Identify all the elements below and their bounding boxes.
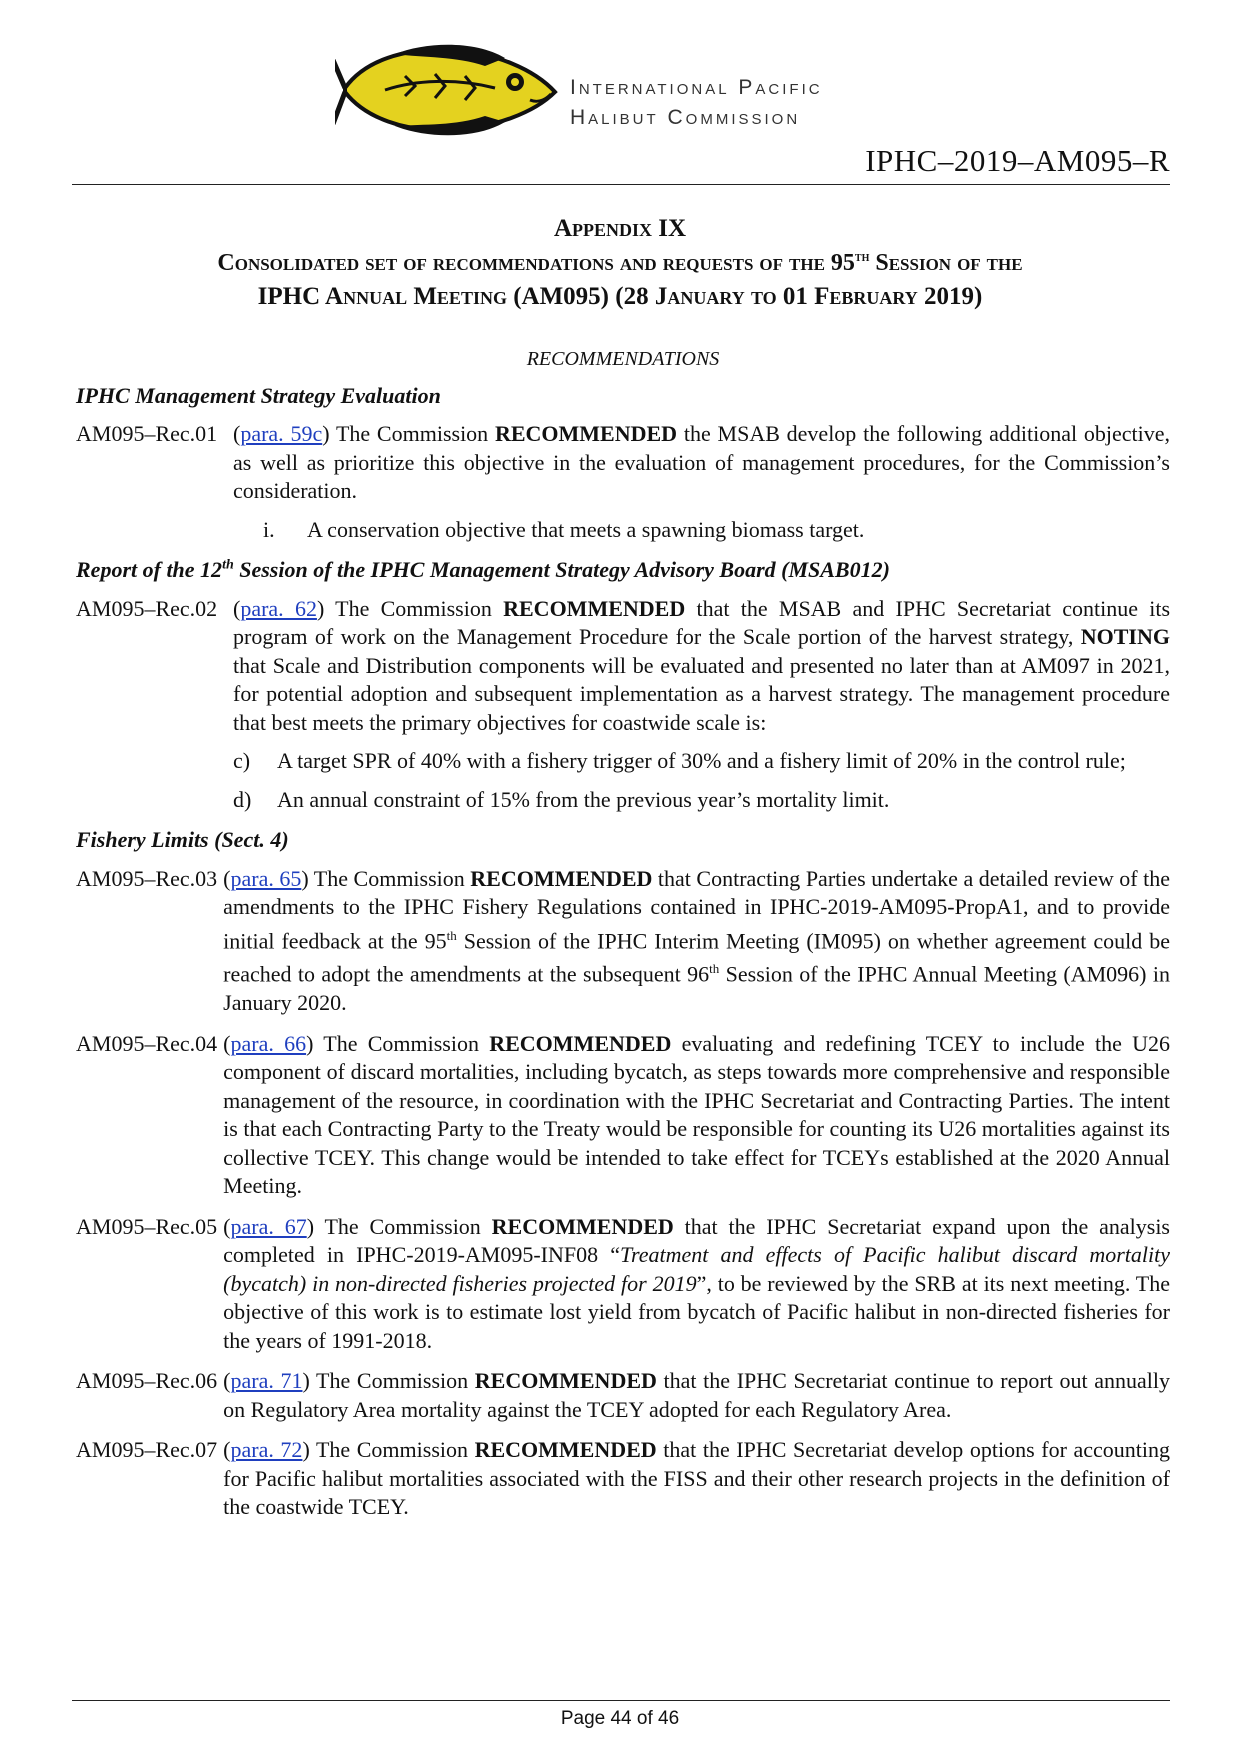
text: The Commission [324,595,504,621]
footer-divider [72,1700,1170,1701]
recommendation-id: AM095–Rec.03 [76,865,218,891]
superscript: th [446,927,457,943]
document-number: IPHC–2019–AM095–R [865,143,1170,178]
recommendation-id: AM095–Rec.05 [76,1213,218,1239]
text: The Commission [308,865,471,891]
appendix-title-line-2: IPHC Annual Meeting (AM095) (28 January to 01 February 2019) [257,283,983,310]
appendix-title-sup: th [854,250,870,265]
recommendation-text: (para. 59c) The Commission RECOMMENDED the MSAB develop the following additional objective, as well as prioritize this objective in the evaluation of management procedures, for the Commission’s consideration. i. A conservation objective that meets a spawning biomass target. [227,420,1170,544]
section-heading-mse: IPHC Management Strategy Evaluation [76,382,441,408]
halibut-logo-icon [335,40,565,140]
recommendation-id: AM095–Rec.01 [76,421,218,446]
sub-item-text: An annual constraint of 15% from the previous year’s mortality limit. [277,786,890,812]
recommendations-heading: RECOMMENDATIONS [526,348,720,370]
sub-item [233,516,1170,545]
para-link[interactable]: para. 59c [240,421,323,446]
text: The Commission [329,421,495,446]
text: The Commission [313,1030,490,1056]
heading-text: Session of the IPHC Management Strategy Advisory Board (MSAB012) [233,557,890,582]
heading-text: Report of the 12 [76,557,223,582]
appendix-title-text-1: Consolidated set of recommendations and requests of the 95 [217,250,855,276]
appendix-title-text-2: Session of the [869,250,1023,276]
bold-text: RECOMMENDED [494,421,678,446]
recommendation-item [76,595,1170,815]
sub-item [233,786,1170,815]
recommendation-item [76,420,1170,544]
bold-text: RECOMMENDED [503,595,686,621]
superscript: th [709,961,720,977]
appendix-label: Appendix IX [553,215,687,242]
recommendation-id: AM095–Rec.07 [76,1437,218,1463]
text: The Commission [314,1213,492,1239]
bold-text: RECOMMENDED [470,865,653,891]
page-number: Page 44 of 46 [560,1708,680,1729]
text: that the IPHC Secretariat develop options for accounting for Pacific halibut mortalities associated with the FISS and their other research projects in the definition of the coastwide TCEY. [223,1437,1171,1520]
recommendation-text: (para. 65) The Commission RECOMMENDED that Contracting Parties undertake a detailed review of the amendments to the IPHC Fishery Regulations contained in IPHC-2019-AM095-PropA1, and to provide initial feedback at the 95th Session of the IPHC Interim Meeting (IM095) on whether agreement could be reached to adopt the amendments at the subsequent 96th Session of the IPHC Annual Meeting (AM096) in January 2020. [223,865,1171,1016]
org-line-1: International Pacific [570,76,823,99]
recommendation-text: (para. 67) The Commission RECOMMENDED that the IPHC Secretariat expand upon the analysis completed in IPHC-2019-AM095-INF08 “Treatment and effects of Pacific halibut discard mortality (bycatch) in non-directed fisheries projected for 2019”, to be reviewed by the SRB at its next meeting. The objective of this work is to estimate lost yield from bycatch of Pacific halibut in non-directed fisheries for the years of 1991-2018. [223,1213,1171,1353]
sub-item-marker: i. [263,516,275,542]
bold-text: NOTING [1080,624,1170,649]
para-link[interactable]: para. 62 [240,595,317,621]
iphc-logo [335,40,935,140]
para-link[interactable]: para. 71 [230,1368,303,1394]
text: evaluating and redefining TCEY to include the U26 component of discard mortalities, including bycatch, as steps towards more comprehensive and responsible management of the resource, in coordination with the IPHC Secretariat and Contracting Parties. The intent is that each Contracting Party to the Treaty would be responsible for counting its U26 mortalities against its collective TCEY. This change would be intended to take effect for TCEYs established at the 2020 Annual Meeting. [223,1030,1170,1199]
recommendation-id: AM095–Rec.02 [76,595,218,621]
text: that the IPHC Secretariat continue to report out annually on Regulatory Area mortality against the TCEY adopted for each Regulatory Area. [223,1368,1170,1422]
section-heading-msab [76,556,1170,585]
recommendation-item [76,1367,1170,1424]
appendix-title-line-1 [0,246,1240,280]
organization-name [570,73,823,133]
bold-text: RECOMMENDED [474,1368,657,1394]
bold-text: RECOMMENDED [491,1213,674,1239]
sub-item-text: A conservation objective that meets a spawning biomass target. [307,516,865,542]
header-divider [72,184,1170,185]
recommendation-item [76,1436,1170,1522]
recommendation-text: (para. 71) The Commission RECOMMENDED that the IPHC Secretariat continue to report out annually on Regulatory Area mortality against the TCEY adopted for each Regulatory Area. [223,1368,1170,1422]
recommendation-id: AM095–Rec.06 [76,1368,218,1394]
para-link[interactable]: para. 65 [230,865,302,891]
text: ”, to be reviewed by the SRB at its next meeting. The objective of this work is to estimate lost yield from bycatch of Pacific halibut in non-directed fisheries for the years of 1991-2018. [223,1270,1170,1353]
sub-item-marker: c) [233,748,251,773]
text: that the MSAB and IPHC Secretariat continue its program of work on the Management Procedure for the Scale portion of the harvest strategy, [233,595,1171,649]
para-link[interactable]: para. 67 [230,1213,307,1239]
recommendation-text: (para. 62) The Commission RECOMMENDED that the MSAB and IPHC Secretariat continue its program of work on the Management Procedure for the Scale portion of the harvest strategy, NOTING that Scale and Distribution components will be evaluated and presented no later than at AM097 in 2021, for potential adoption and subsequent implementation as a harvest strategy. The management procedure that best meets the primary objectives for coastwide scale is: c) A target SPR of 40% with a fishery trigger of 30% and a fishery limit of 20% in the control rule; d) An annual constraint of 15% from the previous year’s mortality limit. [227,595,1170,815]
para-link[interactable]: para. 72 [230,1437,303,1463]
recommendation-text: (para. 66) The Commission RECOMMENDED evaluating and redefining TCEY to include the U26 component of discard mortalities, including bycatch, as steps towards more comprehensive and responsible management of the resource, in coordination with the IPHC Secretariat and Contracting Parties. The intent is that each Contracting Party to the Treaty would be responsible for counting its U26 mortalities against its collective TCEY. This change would be intended to take effect for TCEYs established at the 2020 Annual Meeting. [223,1030,1170,1199]
bold-text: RECOMMENDED [489,1030,672,1056]
sub-item-marker: d) [233,786,252,812]
para-link[interactable]: para. 66 [230,1030,307,1056]
text: the MSAB develop the following additional objective, as well as prioritize this objective in the evaluation of management procedures, for the Commission’s consideration. [233,421,1170,503]
text: The Commission [309,1437,475,1463]
recommendation-item [76,865,1170,1018]
text: The Commission [309,1368,475,1394]
text: Session of the IPHC Annual Meeting (AM096) in January 2020. [223,961,1170,1016]
recommendations-content [76,345,1170,1534]
section-heading-fishery-limits: Fishery Limits (Sect. 4) [76,827,289,852]
italic-title: Treatment and effects of Pacific halibut discard mortality (bycatch) in non-directed fisheries projected for 2019 [223,1242,1171,1296]
recommendation-id: AM095–Rec.04 [76,1030,218,1056]
org-line-2: Halibut Commission [570,106,801,129]
sub-item-text: A target SPR of 40% with a fishery trigger of 30% and a fishery limit of 20% in the control rule; [277,748,1126,773]
heading-sup: th [222,557,234,573]
text: that Scale and Distribution components will be evaluated and presented no later than at AM097 in 2021, for potential adoption and subsequent implementation as a harvest strategy. The management procedure that best meets the primary objectives for coastwide scale is: [233,652,1170,735]
text: Session of the IPHC Interim Meeting (IM095) on whether agreement could be reached to adopt the amendments at the subsequent 96 [223,927,1171,987]
text: that the IPHC Secretariat expand upon the analysis completed in IPHC-2019-AM095-INF08 “ [223,1213,1170,1268]
appendix-title-block [0,212,1240,314]
recommendation-item [76,1030,1170,1201]
sub-item [233,747,1170,776]
bold-text: RECOMMENDED [474,1437,657,1463]
recommendation-text: (para. 72) The Commission RECOMMENDED that the IPHC Secretariat develop options for accounting for Pacific halibut mortalities associated with the FISS and their other research projects in the definition of the coastwide TCEY. [223,1437,1171,1520]
recommendation-item [76,1213,1170,1356]
text: that Contracting Parties undertake a detailed review of the amendments to the IPHC Fishery Regulations contained in IPHC-2019-AM095-PropA1, and to provide initial feedback at the 95 [223,865,1170,953]
